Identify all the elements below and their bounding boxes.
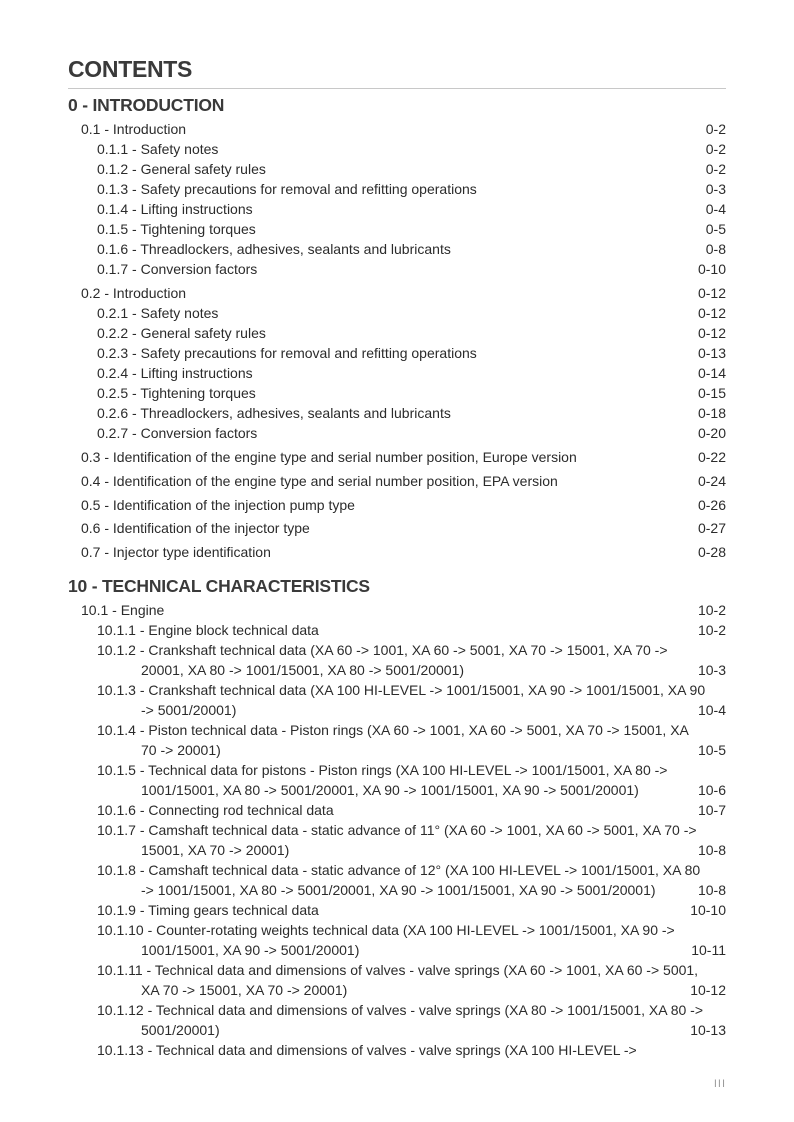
toc-entry-page: 0-24 bbox=[697, 473, 726, 489]
toc-entry-title: 10.1.9 - Timing gears technical data bbox=[97, 902, 319, 918]
toc-entry-page: 10-3 bbox=[697, 662, 726, 678]
toc-entry-title: 10.1.5 - Technical data for pistons - Piston rings (XA 100 HI-LEVEL -> 1001/15001, XA 80 -> bbox=[97, 762, 668, 778]
toc-entry-title: 0.2.6 - Threadlockers, adhesives, sealants and lubricants bbox=[97, 405, 451, 421]
toc-entry-title: 10.1.11 - Technical data and dimensions of valves - valve springs (XA 60 -> 1001, XA 60 -> 5001, bbox=[97, 962, 699, 978]
toc-entry-title: 0.1.1 - Safety notes bbox=[97, 141, 219, 157]
toc-entry-page: 0-4 bbox=[705, 201, 726, 217]
toc-entry-title: 0.4 - Identification of the engine type and serial number position, EPA version bbox=[81, 473, 558, 489]
toc-entry-title: 10.1.1 - Engine block technical data bbox=[97, 622, 319, 638]
toc-entry-page: 0-20 bbox=[697, 425, 726, 441]
toc-entry-page: 0-15 bbox=[697, 385, 726, 401]
toc-entry-title: 0.1.5 - Tightening torques bbox=[97, 221, 256, 237]
toc-entry-page: 0-2 bbox=[705, 161, 726, 177]
toc-entry-title: 15001, XA 70 -> 20001) bbox=[141, 842, 290, 858]
toc-entry-title: 0.2.3 - Safety precautions for removal and refitting operations bbox=[97, 345, 477, 361]
toc-entry-title: 0.1.7 - Conversion factors bbox=[97, 261, 258, 277]
toc-entry-page: 10-6 bbox=[697, 782, 726, 798]
toc-entry-page: 10-2 bbox=[697, 602, 726, 618]
toc-entry-title: 0.2 - Introduction bbox=[81, 285, 187, 301]
toc-entry-page: 0-5 bbox=[705, 221, 726, 237]
toc-entry-title: 20001, XA 80 -> 1001/15001, XA 80 -> 5001/20001) bbox=[141, 662, 465, 678]
toc-entry-page: 10-11 bbox=[691, 942, 726, 958]
toc-entry-page: 10-4 bbox=[697, 702, 726, 718]
toc-entry-page: 0-2 bbox=[705, 121, 726, 137]
toc-entry-title: 0.1.4 - Lifting instructions bbox=[97, 201, 253, 217]
toc-entry-title: 0.6 - Identification of the injector type bbox=[81, 520, 310, 536]
toc-entry-page: 0-12 bbox=[697, 285, 726, 301]
toc-entry-title: 1001/15001, XA 90 -> 5001/20001) bbox=[141, 942, 360, 958]
toc-entry-page: 0-22 bbox=[697, 449, 726, 465]
toc-entry-title: 0.7 - Injector type identification bbox=[81, 544, 271, 560]
toc-entry-page: 10-7 bbox=[697, 802, 726, 818]
toc-entry-title: XA 70 -> 15001, XA 70 -> 20001) bbox=[141, 982, 348, 998]
toc-entry-title: 0.1 - Introduction bbox=[81, 121, 187, 137]
toc-entry-title: -> 1001/15001, XA 80 -> 5001/20001, XA 90 -> 1001/15001, XA 90 -> 5001/20001) bbox=[141, 882, 656, 898]
toc-entry-title: 0.1.3 - Safety precautions for removal and refitting operations bbox=[97, 181, 477, 197]
section-heading-technical-characteristics: 10 - TECHNICAL CHARACTERISTICS bbox=[68, 576, 370, 596]
toc-entry-page: 0-14 bbox=[697, 365, 726, 381]
toc-entry-title: 10.1.3 - Crankshaft technical data (XA 100 HI-LEVEL -> 1001/15001, XA 90 -> 1001/15001, XA 90 bbox=[97, 682, 706, 698]
title-divider bbox=[68, 88, 726, 89]
toc-entry-title: 10.1.2 - Crankshaft technical data (XA 60 -> 1001, XA 60 -> 5001, XA 70 -> 15001, XA 70 -> bbox=[97, 642, 668, 658]
toc-entry-page: 0-12 bbox=[697, 325, 726, 341]
toc-entry-title: 10.1 - Engine bbox=[81, 602, 165, 618]
toc-entry-title: 0.5 - Identification of the injection pump type bbox=[81, 497, 355, 513]
toc-entry-title: 0.1.6 - Threadlockers, adhesives, sealants and lubricants bbox=[97, 241, 451, 257]
toc-entry-title: 0.3 - Identification of the engine type and serial number position, Europe version bbox=[81, 449, 577, 465]
toc-entry-page: 0-18 bbox=[697, 405, 726, 421]
toc-entry-title: 0.2.5 - Tightening torques bbox=[97, 385, 256, 401]
toc-entry-title: 1001/15001, XA 80 -> 5001/20001, XA 90 -> 1001/15001, XA 90 -> 5001/20001) bbox=[141, 782, 639, 798]
toc-entry-page: 0-8 bbox=[705, 241, 726, 257]
toc-entry-page: 10-8 bbox=[697, 842, 726, 858]
toc-entry-title: 10.1.6 - Connecting rod technical data bbox=[97, 802, 334, 818]
toc-entry-title: 70 -> 20001) bbox=[141, 742, 221, 758]
toc-entry-page: 0-10 bbox=[697, 261, 726, 277]
toc-entry-page: 10-10 bbox=[690, 902, 726, 918]
toc-entry-page: 0-27 bbox=[697, 520, 726, 536]
toc-entry-title: 10.1.4 - Piston technical data - Piston rings (XA 60 -> 1001, XA 60 -> 5001, XA 70 -> 15001, XA bbox=[97, 722, 689, 738]
toc-entry-title: 0.2.7 - Conversion factors bbox=[97, 425, 258, 441]
toc-entry-page: 10-8 bbox=[697, 882, 726, 898]
toc-entry-title: 10.1.8 - Camshaft technical data - static advance of 12° (XA 100 HI-LEVEL -> 1001/15001, XA 80 bbox=[97, 862, 701, 878]
toc-entry-page: 0-12 bbox=[697, 305, 726, 321]
toc-entry-title: 0.2.4 - Lifting instructions bbox=[97, 365, 253, 381]
toc-entry-page: 10-13 bbox=[690, 1022, 726, 1038]
toc-entry-title: 0.2.1 - Safety notes bbox=[97, 305, 219, 321]
toc-entry-title: 0.1.2 - General safety rules bbox=[97, 161, 266, 177]
toc-entry-page: 0-28 bbox=[697, 544, 726, 560]
toc-entry-title: -> 5001/20001) bbox=[141, 702, 237, 718]
section-heading-introduction: 0 - INTRODUCTION bbox=[68, 95, 225, 115]
toc-entry-title: 10.1.13 - Technical data and dimensions of valves - valve springs (XA 100 HI-LEVEL -> bbox=[97, 1042, 637, 1058]
page-number: III bbox=[713, 1078, 726, 1090]
toc-entry-title: 10.1.7 - Camshaft technical data - static advance of 11° (XA 60 -> 1001, XA 60 -> 5001, XA 70 -> bbox=[97, 822, 697, 838]
toc-entry-page: 0-13 bbox=[697, 345, 726, 361]
toc-entry-page: 0-2 bbox=[705, 141, 726, 157]
toc-entry-page: 10-12 bbox=[690, 982, 726, 998]
toc-entry-page: 0-3 bbox=[705, 181, 726, 197]
toc-entry-page: 10-2 bbox=[697, 622, 726, 638]
toc-entry-title: 0.2.2 - General safety rules bbox=[97, 325, 266, 341]
toc-entry-title: 10.1.10 - Counter-rotating weights technical data (XA 100 HI-LEVEL -> 1001/15001, XA 90 -> bbox=[97, 922, 675, 938]
toc-entry-page: 10-5 bbox=[697, 742, 726, 758]
page-title: CONTENTS bbox=[68, 56, 193, 82]
toc-entry-page: 0-26 bbox=[697, 497, 726, 513]
toc-entry-title: 10.1.12 - Technical data and dimensions of valves - valve springs (XA 80 -> 1001/15001, XA 80 -> bbox=[97, 1002, 704, 1018]
toc-entry-title: 5001/20001) bbox=[141, 1022, 220, 1038]
